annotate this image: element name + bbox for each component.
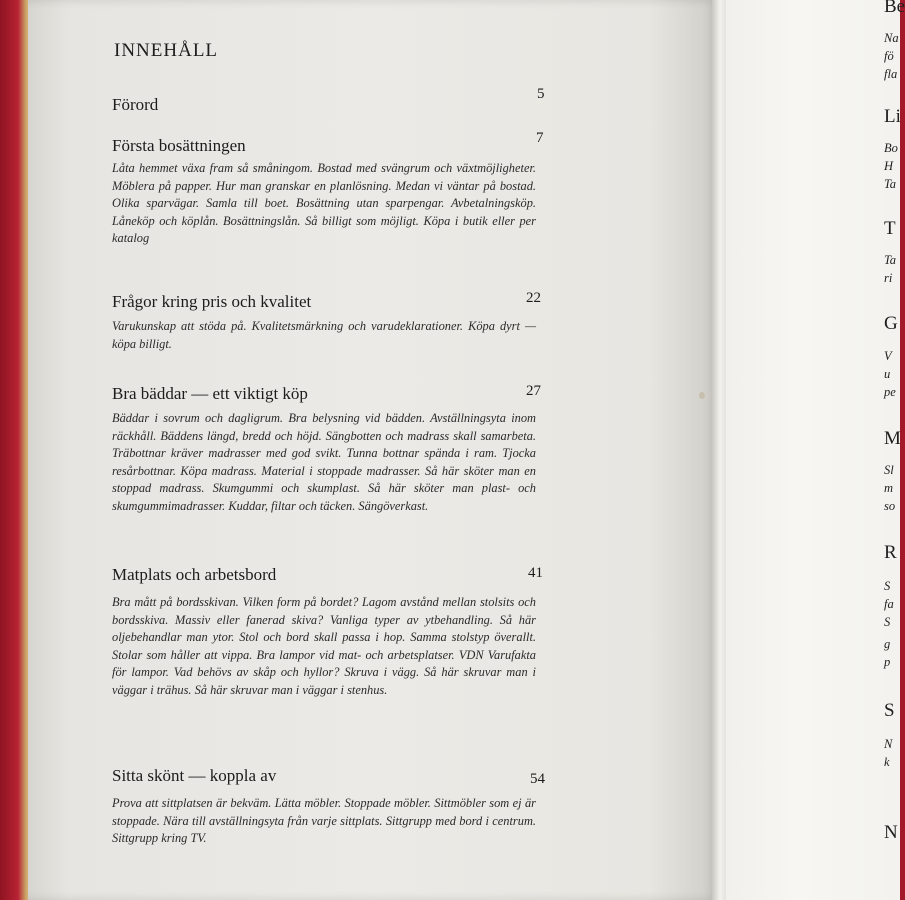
entry-title: Bra bäddar — ett viktigt köp [112, 384, 308, 403]
right-page-text-fragment: V [884, 349, 892, 363]
entry-title: Matplats och arbetsbord [112, 565, 277, 584]
right-page-heading-fragment: N [884, 822, 898, 843]
entry-description: Låta hemmet växa fram så småningom. Bostad med svängrum och växtmöjligheter. Möblera på papper. Hur man granskar en planlösning. Medan vi väntar på bostad. Olika sparvägar. Samla till boet. Bosättning utan sparpengar. Avbetalningsköp. Låneköp och köplån. Bosättningslån. Så billigt som möjligt. Köpa i butik eller per katalog [112, 161, 536, 246]
right-page-text-fragment: Ta [884, 177, 897, 191]
right-page-heading-fragment: S [884, 700, 895, 721]
entry-description: Bra mått på bordsskivan. Vilken form på bordet? Lagom avstånd mellan stolsits och bordsskiva. Massiv eller fanerad skiva? Vanliga typer av ytbehandling. Så här oljebehandlar man ytor. Stol och bord skall passa i hop. Samma stolstyp överallt. Stolar som håller att vippa. Bra lampor vid mat- och arbetsplatser. VDN Varufakta för lampor. Vad behövs av skåp och hyllor? Skruva i vägg. Så här skruvar man i väggar i trähus. Så här skruvar man i väggar i stenhus. [112, 595, 536, 697]
entry-page-number: 22 [526, 290, 541, 306]
entry-title: Sitta skönt — koppla av [112, 766, 277, 785]
right-page-heading-fragment: R [884, 542, 897, 563]
entry-title: Första bosättningen [112, 136, 246, 155]
right-page-heading-fragment: Li [884, 106, 901, 127]
red-cloth-background [0, 0, 30, 900]
right-page-heading-fragment: M [884, 428, 901, 449]
entry-title: Förord [112, 95, 159, 114]
right-page-text-fragment: ri [884, 271, 893, 285]
right-page-text-fragment: N [884, 737, 893, 751]
entry-page-number: 7 [536, 130, 544, 146]
right-page-text-fragment: H [884, 159, 894, 173]
entry-page-number: 27 [526, 383, 541, 399]
entry-page-number: 54 [530, 771, 545, 787]
entry-page-number: 5 [537, 86, 545, 102]
entry-description: Bäddar i sovrum och dagligrum. Bra belysning vid bädden. Avställningsyta inom räckhåll. Bäddens längd, bredd och höjd. Sängbotten och madrass skall samarbeta. Träbottnar kräver madrasser med god svikt. Tunna bottnar spända i ram. Tjocka resårbottnar. Köpa madrass. Material i stoppade madrasser. Så här sköter man en stoppad madrass. Skumgummi och skumplast. Så här sköter man plast- och skumgummimadrasser. Kuddar, filtar och täcken. Sängöverkast. [112, 411, 536, 513]
right-page-text-fragment: fö [884, 49, 894, 63]
right-page-text-fragment: S [884, 579, 891, 593]
right-page-text-fragment: S [884, 615, 891, 629]
entry-description: Varukunskap att stöda på. Kvalitetsmärkning och varudeklarationer. Köpa dyrt — köpa billigt. [112, 319, 536, 351]
right-page-text-fragment: Sl [884, 463, 894, 477]
right-page-heading-fragment: T [884, 218, 896, 239]
right-page-text-fragment: p [884, 655, 891, 669]
right-page-heading-fragment: Be [884, 0, 905, 17]
right-page-text-fragment: Ta [884, 253, 897, 267]
entry-page-number: 41 [528, 565, 543, 581]
right-page-text-fragment: u [884, 367, 891, 381]
left-page [28, 0, 718, 900]
right-page-text-fragment: fa [884, 597, 894, 611]
paper-speck [699, 392, 705, 399]
right-page-text-fragment: m [884, 481, 894, 495]
toc-heading: INNEHÅLL [114, 40, 219, 61]
right-page-text-fragment: Na [884, 31, 899, 45]
entry-title: Frågor kring pris och kvalitet [112, 292, 312, 311]
right-page-text-fragment: so [884, 499, 896, 513]
right-page-text-fragment: Bo [884, 141, 898, 155]
right-page-text-fragment: fla [884, 67, 898, 81]
right-page-heading-fragment: G [884, 313, 898, 334]
right-page-text-fragment: pe [884, 385, 896, 399]
entry-description: Prova att sittplatsen är bekväm. Lätta möbler. Stoppade möbler. Sittmöbler som ej är stoppade. Nära till avställningsyta från varje sittplats. Sittgrupp med bord i centrum. Sittgrupp kring TV. [112, 796, 536, 846]
right-page-partial [726, 0, 905, 900]
right-page-text-fragment: k [884, 755, 890, 769]
right-page-text-fragment: g [884, 637, 891, 651]
